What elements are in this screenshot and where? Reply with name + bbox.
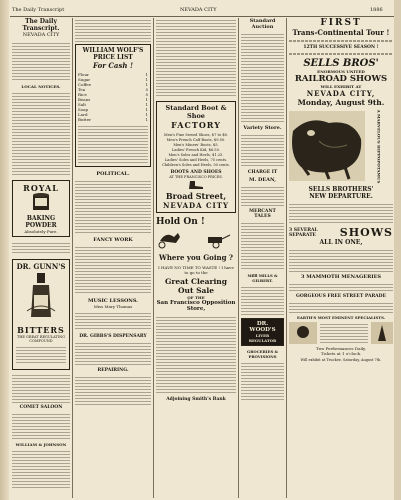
price-value: 1 [145,102,148,107]
circus-vignettes [289,322,393,344]
column-rule [286,18,287,498]
ad-body [16,345,66,365]
price-value: 1 [145,112,148,117]
body-text [75,179,151,234]
masthead-center: NEVADA CITY [180,7,217,13]
dr-woods: DR. WOOD'S [249,321,276,333]
column-4 [241,18,284,498]
column-3 [156,18,236,498]
body-text [241,285,284,315]
no-time-to-waste: I HAVE NO TIME TO WASTE ! I have to go to the [158,265,234,275]
nevada-city-circus: NEVADA CITY, [306,89,376,98]
boots-shoes-line: BOOTS AND SHOES [170,170,222,175]
price-item: Tea [78,87,86,92]
price-item: Rice [78,92,87,97]
gunn-caption: THE GREAT REGULATING COMPOUND [17,335,65,343]
all-in-one: ALL IN ONE, [319,239,363,246]
body-text [75,311,151,331]
nevada-city: NEVADA CITY [162,201,230,210]
adjoining-bank: Adjoining Smith's Bank [166,397,226,402]
railroad-shows: RAILROAD SHOWS [294,74,388,84]
new-departure-head: SELLS BROTHERS' [308,186,374,193]
royal-word: ROYAL [23,183,59,193]
masthead-right: 1886 [370,7,383,13]
price-value: 1 [145,72,148,77]
sf-opposition-store: San Francisco Opposition Store, [156,300,236,312]
column-rule [153,18,154,498]
successive-season: 12TH SUCCESSIVE SEASON ! [303,45,379,50]
clearing-sale-heading: Great Clearing Out Sale [164,277,227,295]
three-shows-banner [289,226,393,239]
trans-continental-tour: Trans-Continental Tour ! [292,28,390,37]
shoe-price-line: Men's Fine Sewed Shoes, $7 to $8. [164,133,228,137]
sells-bros-heading: SELLS BROS' [303,58,379,69]
price-value: 5 [145,87,148,92]
price-item: Flour [78,72,89,77]
performer-vignette-icon [371,322,393,344]
price-list-more [78,124,148,164]
body-text [75,245,151,295]
mills-gilbert: Milll MILLS & GILBERT. [247,273,278,283]
body-text [12,91,70,176]
column-rule [238,18,239,498]
price-row [78,117,148,122]
dispensary-heading: DR. GIBBS'S DISPENSARY [79,334,147,339]
price-value: 1 [145,77,148,82]
comet-saloon-heading: COMET SALOON [19,405,63,410]
notice-heading: LOCAL NOTICES. [21,84,61,89]
body-text [12,241,70,255]
several: 3 SEVERAL [289,227,318,233]
sale-heading: WILLIAM & JOHNSON [15,442,67,447]
column-rule [72,18,73,498]
street-parade: GORGEOUS FREE STREET PARADE [295,294,387,299]
liver-regulator: LIVER REGULATOR [248,333,277,343]
masthead-left: The Daily Transcript [12,7,65,13]
enormous-united: ENORMOUS UNITED [317,69,365,74]
menageries: 3 MAMMOTH MENAGERIES [300,274,382,280]
price-item: Sugar [78,77,91,82]
body-text [241,361,284,401]
body-text [289,248,393,272]
price-item: Salt [78,102,87,107]
page-binding-shadow [0,0,9,500]
price-item: Soap [78,107,89,112]
show-date: Monday, August 9th. [297,98,385,107]
body-text [156,315,236,395]
body-text [12,373,70,403]
auction-heading: Standard Auction [249,18,276,30]
hippopotamus-illustration [289,111,365,181]
shoe-price-line: Men's French Calf Boots, $9.50. [166,138,226,142]
body-text [156,18,236,98]
separate: SEPARATE [289,232,316,238]
shoe-price-line: Children's Soles and Heels, 50 cents. [162,163,230,167]
music-teacher: Miss Mary Thomas [93,304,133,309]
gunn-name: DR. GUNN'S [16,262,66,271]
body-text [75,18,151,42]
where-going: Where you Going ? [158,253,234,262]
gunns-bitters-ad [12,259,70,370]
body-text [241,32,284,122]
body-text [289,301,393,313]
price-item: Lard [78,112,88,117]
body-text [241,221,284,271]
hippo-caption: A MARVELOUS HIPPOPOTAMUS [376,109,382,183]
repairing-heading: REPAIRING. [97,368,129,373]
price-value: 1 [145,97,148,102]
charge-it: CHARGE IT [247,170,278,175]
dean-heading: M. DEAN, [248,177,277,183]
price-item: Butter [78,117,92,122]
paper-subtitle: NEVADA CITY [22,32,60,38]
shoe-price-line: Ladies' French Kid, $6.50. [171,148,221,152]
shoe-price-line: Men's Miners' Boots, $5. [173,143,219,147]
first-heading: FIRST [320,18,362,28]
page-right-edge [394,0,401,500]
boots-shoes-sub: AT THE FRANCISCO PRICES. [169,175,223,179]
for-cash-heading: For Cash ! [92,61,134,70]
royal-tagline: Absolutely Pure. [24,229,58,234]
wolf-price-list-ad [75,44,151,167]
price-list [78,72,148,122]
wolf-title: WILLIAM WOLF'S [82,47,144,54]
powder-word: POWDER [25,222,57,229]
body-text [320,322,368,344]
body-text [241,185,284,207]
paper-title: The Daily Transcript. [22,18,60,32]
of-the: OF THE [187,295,205,300]
price-value: 5 [145,92,148,97]
bitters-bottle-icon [21,271,61,321]
column-1 [12,18,70,498]
body-text [12,449,70,489]
political-heading: POLITICAL. [96,171,130,177]
body-text [289,202,393,224]
groceries-heading: GROCERIES & PROVISIONS [247,349,278,359]
mercant-tales: MERCANT TALES [249,209,276,219]
bitters-word: BITTERS [17,325,65,335]
baking-word: BAKING [26,215,56,222]
royal-baking-ad [12,180,70,237]
price-item: Beans [78,97,91,102]
factory-heading: FACTORY [171,120,221,130]
divider [289,53,393,55]
price-value: 1 [145,107,148,112]
boot-shoe-heading: Standard Boot & Shoe [165,104,227,120]
hold-on-heading: Hold On ! [156,217,205,227]
divider [289,40,393,42]
eminent-specialists: EARTH'S MOST EMINENT SPECIALISTS. [297,315,385,320]
body-text [75,375,151,405]
new-departure: NEW DEPARTURE. [309,193,373,200]
price-value: 1 [145,117,148,122]
broad-street: Broad Street, [165,191,227,201]
boot-icon [186,180,206,190]
price-item: Coffee [78,82,92,87]
body-text [12,412,70,440]
horse-buggy-illustration [156,227,234,249]
hippo-illustration-block [289,111,393,183]
ticket-line: Tickets at 1 o'clock. [320,351,362,356]
column-5 [289,18,393,498]
circus-vignette-icon [289,322,317,344]
price-value: 1 [145,82,148,87]
fancy-work-heading: FANCY WORK [93,237,133,243]
body-text [75,341,151,366]
truckee-line: Will exhibit at Truckee, Saturday, August 7th. [300,358,382,362]
shows-big: SHOWS [339,226,393,239]
masthead [10,4,394,17]
body-text [289,282,393,292]
shoe-price-line: Men's Soles and Heels, $1.25. [168,153,224,157]
two-performances: Two Performances Daily. [315,346,367,351]
shoe-price-list [159,133,233,168]
boot-shoe-factory-ad [156,101,236,213]
music-lessons-heading: MUSIC LESSONS. [87,298,139,304]
will-exhibit: WILL EXHIBIT AT [320,84,362,89]
price-list-heading: PRICE LIST [93,54,133,61]
column-2 [75,18,151,498]
baking-powder-can-icon [24,193,58,211]
body-text [241,133,284,168]
dr-woods-regulator-ad [241,318,284,346]
body-text [12,41,70,81]
variety-store-heading: Variety Store. [243,125,282,131]
shoe-price-line: Ladies' Soles and Heels, 75 cents. [164,158,228,162]
